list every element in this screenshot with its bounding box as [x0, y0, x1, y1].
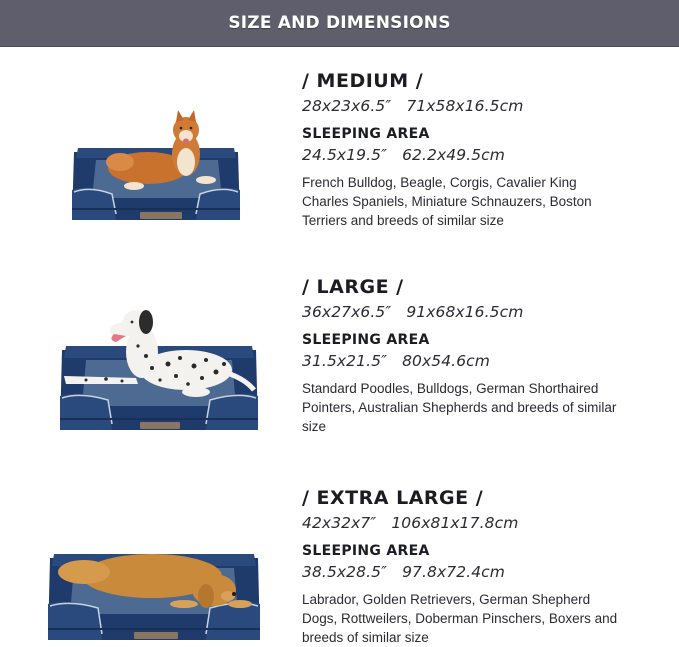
- size-details-medium: [302, 70, 662, 230]
- header-title: SIZE AND DIMENSIONS: [228, 13, 451, 33]
- breed-suitability: Standard Poodles, Bulldogs, German Shorthaired Pointers, Australian Shepherds and breeds of similar size: [302, 381, 617, 434]
- sleeping-area-dimensions: 24.5x19.5″ 62.2x49.5cm: [302, 146, 505, 164]
- product-image-medium: [68, 108, 244, 226]
- size-name: / EXTRA LARGE /: [302, 487, 484, 509]
- overall-dimensions: 36x27x6.5″ 91x68x16.5cm: [302, 303, 524, 321]
- sleeping-area-label: SLEEPING AREA: [302, 543, 430, 559]
- breed-suitability: Labrador, Golden Retrievers, German Shepherd Dogs, Rottweilers, Doberman Pinschers, Boxers and breeds of similar size: [302, 592, 618, 645]
- product-image-large: [56, 306, 262, 434]
- size-section-extra-large: [0, 462, 679, 645]
- sleeping-area-label: SLEEPING AREA: [302, 126, 430, 142]
- sleeping-area-dimensions: 38.5x28.5″ 97.8x72.4cm: [302, 563, 505, 581]
- size-section-medium: [0, 46, 679, 246]
- size-name: / MEDIUM /: [302, 70, 424, 92]
- size-section-large: [0, 252, 679, 462]
- overall-dimensions: 28x23x6.5″ 71x58x16.5cm: [302, 97, 524, 115]
- overall-dimensions: 42x32x7″ 106x81x17.8cm: [302, 514, 519, 532]
- product-image-extra-large: [44, 542, 264, 642]
- size-details-extra-large: [302, 487, 662, 647]
- sleeping-area-dimensions: 31.5x21.5″ 80x54.6cm: [302, 352, 490, 370]
- size-details-large: [302, 276, 662, 436]
- breed-suitability: French Bulldog, Beagle, Corgis, Cavalier King Charles Spaniels, Miniature Schnauzers, Boston Terriers and breeds of similar size: [302, 175, 592, 228]
- sleeping-area-label: SLEEPING AREA: [302, 332, 430, 348]
- size-name: / LARGE /: [302, 276, 404, 298]
- section-header: [0, 0, 679, 47]
